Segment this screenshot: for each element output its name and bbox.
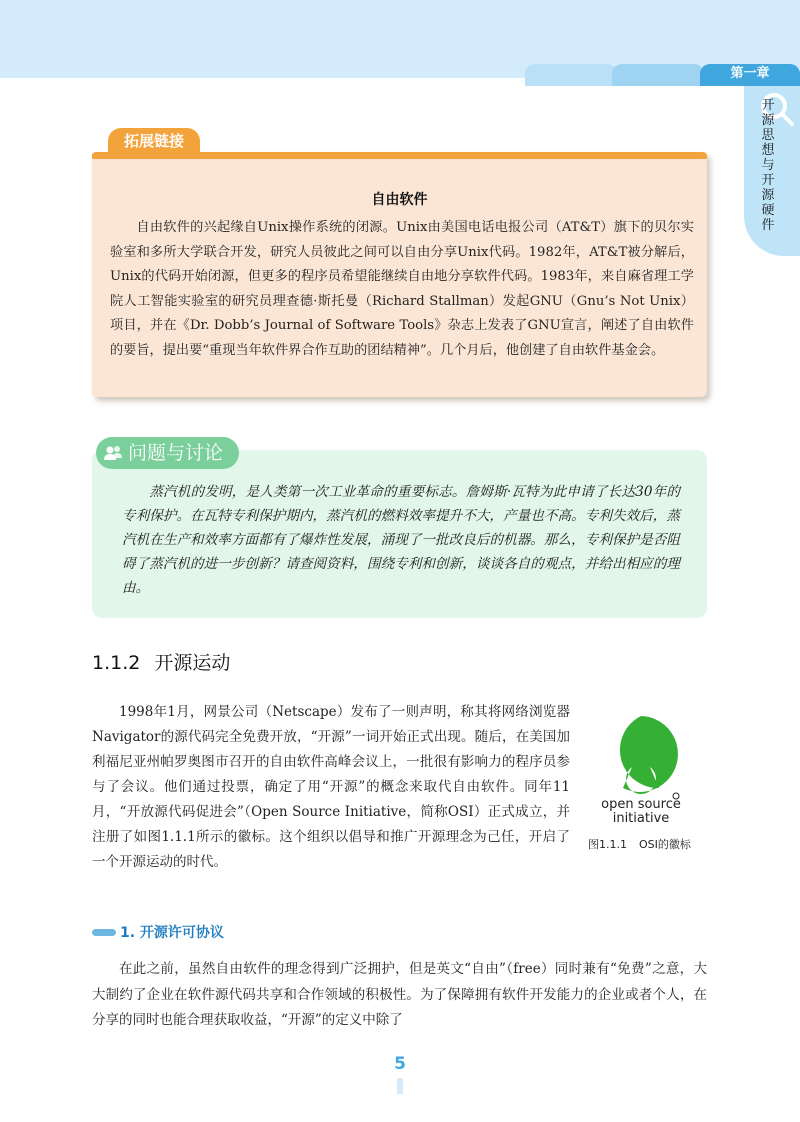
- header-tab-1: [525, 64, 617, 86]
- extension-box: [92, 152, 707, 397]
- subsection-bar: [92, 929, 116, 936]
- chapter-tab: 第一章: [700, 64, 800, 86]
- extension-body: 自由软件的兴起缘自Unix操作系统的闭源。Unix由美国电话电报公司（AT&T）旗下的贝尔实验室和多所大学联合开发，研究人员彼此之间可以自由分享Unix代码。1982年，AT&T被分解后，Unix的代码开始闭源，但更多的程序员希望能继续自由地分享软件代码。1983年，来自麻省理工学院人工智能实验室的研究员理查德·斯托曼（Richard Stallman）发起GNU（Gnu’s Not Unix）项目，并在《Dr. Dobb’s Journal of Software Tools》杂志上发表了GNU宣言，阐述了自由软件的要旨，提出要“重现当年软件界合作互助的团结精神”。几个月后，他创建了自由软件基金会。: [110, 220, 694, 358]
- discussion-label: [96, 437, 239, 469]
- extension-title: 自由软件: [371, 192, 428, 208]
- section-paragraph: 1998年1月，网景公司（Netscape）发布了一则声明，称其将网络浏览器Navigator的源代码完全免费开放，“开源”一词开始正式出现。随后，在美国加利福尼亚州帕罗奥图市召开的自由软件高峰会议上，一批很有影响力的程序员参与了会议。他们通过投票，确定了用“开源”的概念来取代自由软件。同年11月，“开放源代码促进会”（Open Source Initiative，简称OSI）正式成立，并注册了如图1.1.1所示的徽标。这个组织以倡导和推广开源理念为己任，开启了一个开源运动的时代。: [92, 704, 570, 870]
- discussion-label-text: 问题与讨论: [128, 442, 224, 464]
- page-tick: [397, 1078, 403, 1094]
- discussion-body: 蒸汽机的发明，是人类第一次工业革命的重要标志。詹姆斯·瓦特为此申请了长达30年的专利保护。在瓦特专利保护期内，蒸汽机的燃料效率提升不大，产量也不高。专利失效后，蒸汽机在生产和效率方面都有了爆炸性发展，涌现了一批改良后的机器。那么，专利保护是否阻碍了蒸汽机的进一步创新？请查阅资料，围绕专利和创新，谈谈各自的观点，并给出相应的理由。: [122, 484, 680, 596]
- osi-logo: [596, 712, 686, 827]
- figure-caption-number: 图1.1.1: [588, 838, 627, 851]
- section-title: 开源运动: [154, 652, 231, 674]
- people-icon: [102, 442, 124, 464]
- subsection-paragraph: 在此之前，虽然自由软件的理念得到广泛拥护，但是英文“自由”（free）同时兼有“免费”之意，大大制约了企业在软件源代码共享和合作领域的积极性。为了保障拥有软件开发能力的企业或者个人，在分享的同时也能合理获取收益，“开源”的定义中除了: [92, 961, 707, 1028]
- osi-logo-line2: initiative: [612, 811, 670, 826]
- section-heading: [92, 648, 230, 675]
- subsection-title: 1. 开源许可协议: [120, 925, 224, 941]
- section-number: 1.1.2: [92, 652, 141, 674]
- subsection-heading: [92, 922, 224, 942]
- extension-label: 拓展链接: [108, 128, 200, 155]
- osi-logo-line1: open source: [601, 797, 681, 812]
- page-number: 5: [394, 1054, 406, 1074]
- figure-caption: [588, 836, 718, 852]
- header-tab-2: [612, 64, 704, 86]
- side-chapter-title: 开源思想与开源硬件: [761, 98, 775, 233]
- osi-keyhole-icon: [620, 716, 678, 794]
- figure-caption-text: OSI的徽标: [639, 838, 691, 851]
